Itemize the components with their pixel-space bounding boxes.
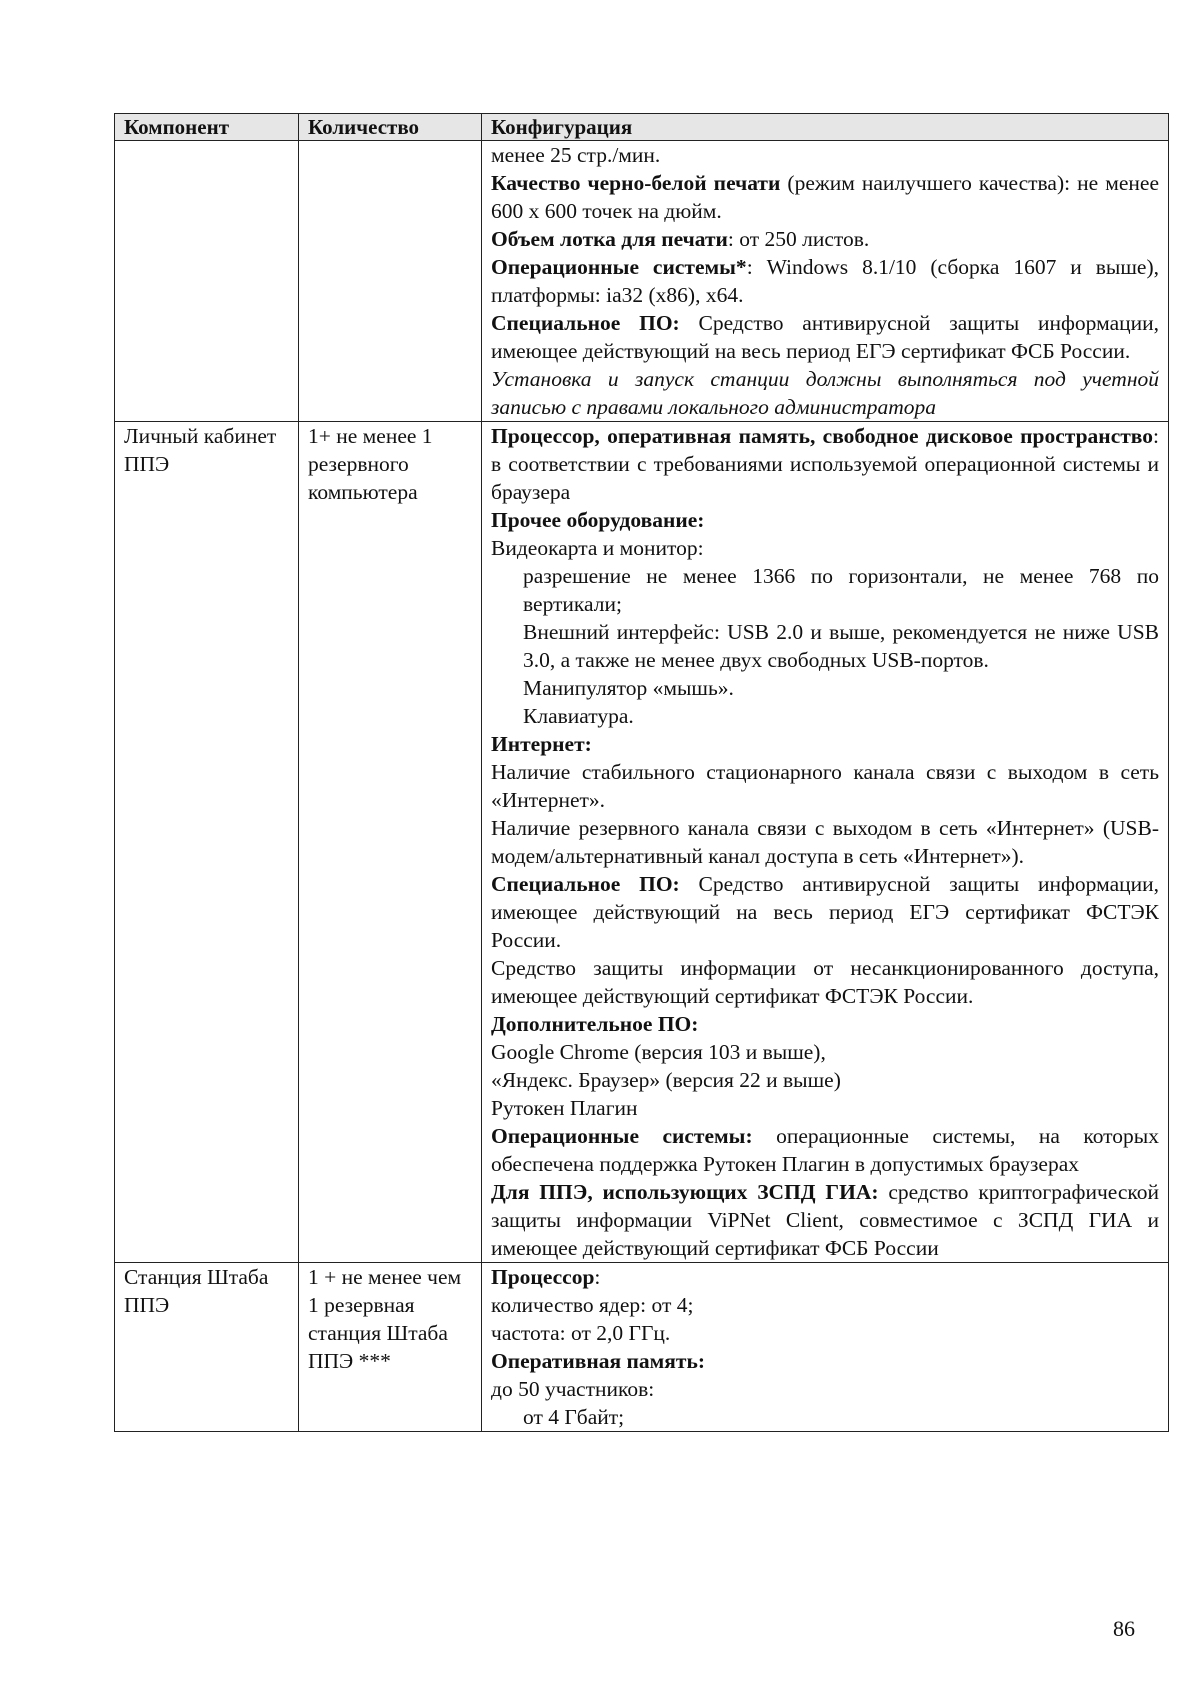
component-cell: [115, 141, 299, 422]
zspd-label: Для ППЭ, использующих ЗСПД ГИА:: [491, 1180, 879, 1204]
configuration-cell: [482, 1263, 1169, 1432]
special-sw-label: Специальное ПО:: [491, 872, 680, 896]
quantity-cell: 1 + не менее чем 1 резервная станция Штаба ППЭ ***: [299, 1263, 482, 1432]
special-sw-text: Средство антивирусной защиты информации, имеющее действующий на весь период ЕГЭ сертификат ФСТЭК России.: [491, 872, 1159, 952]
table-row: [115, 422, 1169, 1263]
additional-sw-label: Дополнительное ПО:: [491, 1012, 699, 1036]
bw-quality-label: Качество черно-белой печати: [491, 171, 781, 195]
component-cell: Станция Штаба ППЭ: [115, 1263, 299, 1432]
chrome-text: Google Chrome (версия 103 и выше),: [491, 1040, 826, 1064]
bw-quality-text: (режим наилучшего качества): не менее 600 x 600 точек на дюйм.: [491, 171, 1159, 223]
rutoken-text: Рутокен Плагин: [491, 1096, 638, 1120]
os-text: : Windows 8.1/10 (сборка 1607 и выше), платформы: ia32 (x86), x64.: [491, 255, 1159, 307]
internet-label: Интернет:: [491, 732, 592, 756]
quantity-cell: [299, 141, 482, 422]
tray-text: : от 250 листов.: [727, 227, 870, 251]
requirements-table: [114, 113, 1169, 1432]
component-cell: Личный кабинет ППЭ: [115, 422, 299, 1263]
ram-label: Оперативная память:: [491, 1349, 706, 1373]
cpu-text: : в соответствии с требованиями используемой операционной системы и браузера: [491, 424, 1159, 504]
quantity-cell: 1+ не менее 1 резервного компьютера: [299, 422, 482, 1263]
header-configuration: Конфигурация: [482, 114, 1169, 141]
yandex-text: «Яндекс. Браузер» (версия 22 и выше): [491, 1068, 841, 1092]
cores-text: количество ядер: от 4;: [491, 1293, 694, 1317]
frequency-text: частота: от 2,0 ГГц.: [491, 1321, 671, 1345]
special-sw-line: [491, 870, 1159, 954]
table-row: [115, 1263, 1169, 1432]
os-line: [491, 1122, 1159, 1178]
internet-main-text: Наличие стабильного стационарного канала связи с выходом в сеть «Интернет».: [491, 760, 1159, 812]
mouse-text: Манипулятор «мышь».: [523, 676, 734, 700]
cpu-label: Процессор: [491, 1265, 595, 1289]
table-header-row: [115, 114, 1169, 141]
keyboard-text: Клавиатура.: [523, 704, 634, 728]
install-note: Установка и запуск станции должны выполняться под учетной записью с правами локального администратора: [491, 367, 1159, 419]
internet-backup-text: Наличие резервного канала связи с выходом в сеть «Интернет» (USB-модем/альтернативный канал доступа в сеть «Интернет»).: [491, 816, 1159, 868]
os-label: Операционные системы:: [491, 1124, 753, 1148]
speed-text: менее 25 стр./мин.: [491, 143, 661, 167]
cpu-colon: :: [594, 1265, 601, 1289]
os-text: операционные системы, на которых обеспечена поддержка Рутокен Плагин в допустимых браузерах: [491, 1124, 1159, 1176]
os-label: Операционные системы*: [491, 255, 747, 279]
video-text: Видеокарта и монитор:: [491, 536, 704, 560]
page-number: 86: [1113, 1616, 1135, 1641]
configuration-cell: [482, 141, 1169, 422]
bw-quality-line: [491, 169, 1159, 225]
tray-line: [491, 225, 1159, 253]
special-sw-text: Средство антивирусной защиты информации, имеющее действующий на весь период ЕГЭ сертификат ФСБ России.: [491, 311, 1159, 363]
zspd-line: [491, 1178, 1159, 1262]
os-line: [491, 253, 1159, 309]
special-sw-line: [491, 309, 1159, 365]
other-equipment-label: Прочее оборудование:: [491, 508, 705, 532]
tray-label: Объем лотка для печати: [491, 227, 728, 251]
nsd-text: Средство защиты информации от несанкционированного доступа, имеющее действующий сертификат ФСТЭК России.: [491, 956, 1159, 1008]
header-component: Компонент: [115, 114, 299, 141]
configuration-cell: [482, 422, 1169, 1263]
usb-text: Внешний интерфейс: USB 2.0 и выше, рекомендуется не ниже USB 3.0, а также не менее двух свободных USB-портов.: [523, 620, 1159, 672]
zspd-text: средство криптографической защиты информации ViPNet Client, совместимое с ЗСПД ГИА и имеющее действующий сертификат ФСБ России: [491, 1180, 1159, 1260]
ram-4gb-text: от 4 Гбайт;: [523, 1405, 625, 1429]
special-sw-label: Специальное ПО:: [491, 311, 680, 335]
ram-up50-text: до 50 участников:: [491, 1377, 655, 1401]
cpu-label: Процессор, оперативная память, свободное дисковое пространство: [491, 424, 1154, 448]
table-row: [115, 141, 1169, 422]
header-quantity: Количество: [299, 114, 482, 141]
cpu-line: [491, 422, 1159, 506]
cpu-line: [491, 1263, 1159, 1291]
resolution-text: разрешение не менее 1366 по горизонтали, не менее 768 по вертикали;: [523, 564, 1159, 616]
